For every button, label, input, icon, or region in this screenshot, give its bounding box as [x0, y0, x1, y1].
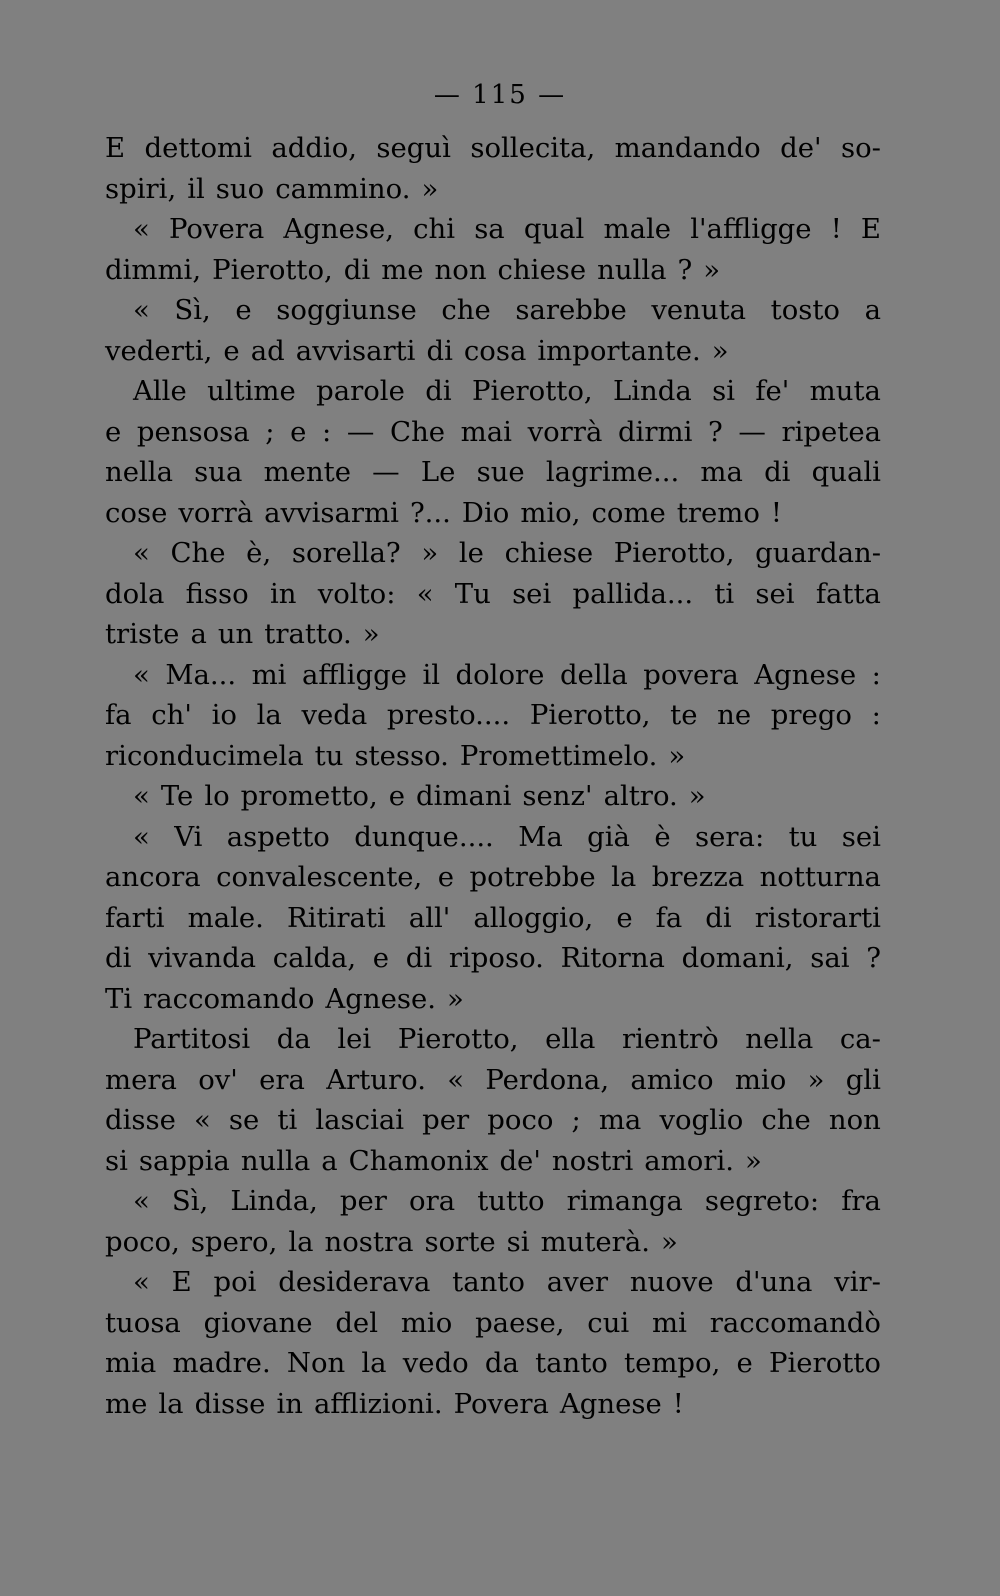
text-line: mia madre. Non la vedo da tanto tempo, e Pierotto [105, 1347, 881, 1379]
text-line: si sappia nulla a Chamonix de' nostri amori. » [105, 1144, 762, 1177]
text-line: tuosa giovane del mio paese, cui mi raccomandò [105, 1306, 881, 1339]
text-line: ancora convalescente, e potrebbe la brezza notturna [105, 861, 881, 893]
text-line: « Sì, e soggiunse che sarebbe venuta tosto a [133, 294, 881, 326]
text-line: farti male. Ritirati all' alloggio, e fa di ristorarti [105, 901, 881, 934]
text-line: « Povera Agnese, chi sa qual male l'affligge ! E [133, 213, 881, 245]
text-line: cose vorrà avvisarmi ?... Dio mio, come tremo ! [105, 496, 782, 529]
text-line: mera ov' era Arturo. « Perdona, amico mio » gli [105, 1063, 881, 1096]
text-line: me la disse in afflizioni. Povera Agnese ! [105, 1387, 684, 1420]
text-line: E dettomi addio, seguì sollecita, mandando de' so- [105, 132, 881, 164]
text-line: poco, spero, la nostra sorte si muterà. » [105, 1225, 678, 1258]
text-line: « Ma... mi affligge il dolore della povera Agnese : [133, 658, 881, 691]
text-line: spiri, il suo cammino. » [105, 172, 439, 205]
text-line: Ti raccomando Agnese. » [105, 982, 464, 1015]
text-line: « Sì, Linda, per ora tutto rimanga segreto: fra [133, 1185, 881, 1217]
text-line: vederti, e ad avvisarti di cosa importante. » [105, 334, 729, 367]
page-number: — 115 — [433, 80, 567, 110]
text-line: Partitosi da lei Pierotto, ella rientrò nella ca- [133, 1023, 881, 1055]
text-line: « E poi desiderava tanto aver nuove d'una vir- [133, 1266, 881, 1298]
text-line: nella sua mente — Le sue lagrime... ma di quali [105, 456, 881, 488]
text-line: riconducimela tu stesso. Promettimelo. » [105, 739, 686, 772]
text-line: di vivanda calda, e di riposo. Ritorna domani, sai ? [105, 942, 881, 974]
body-text [105, 128, 881, 1424]
text-line: fa ch' io la veda presto.... Pierotto, te ne prego : [105, 699, 881, 731]
text-line: dola fisso in volto: « Tu sei pallida... ti sei fatta [105, 577, 881, 610]
text-line: « Te lo prometto, e dimani senz' altro. » [133, 780, 706, 812]
text-line: e pensosa ; e : — Che mai vorrà dirmi ? — ripetea [105, 415, 881, 448]
text-line: triste a un tratto. » [105, 618, 380, 650]
text-line: dimmi, Pierotto, di me non chiese nulla ? » [105, 253, 721, 286]
text-line: « Che è, sorella? » le chiese Pierotto, guardan- [133, 537, 881, 569]
text-line: disse « se ti lasciai per poco ; ma voglio che non [105, 1104, 881, 1136]
text-line: « Vi aspetto dunque.... Ma già è sera: tu sei [133, 820, 881, 853]
text-line: Alle ultime parole di Pierotto, Linda si fe' muta [133, 375, 881, 407]
